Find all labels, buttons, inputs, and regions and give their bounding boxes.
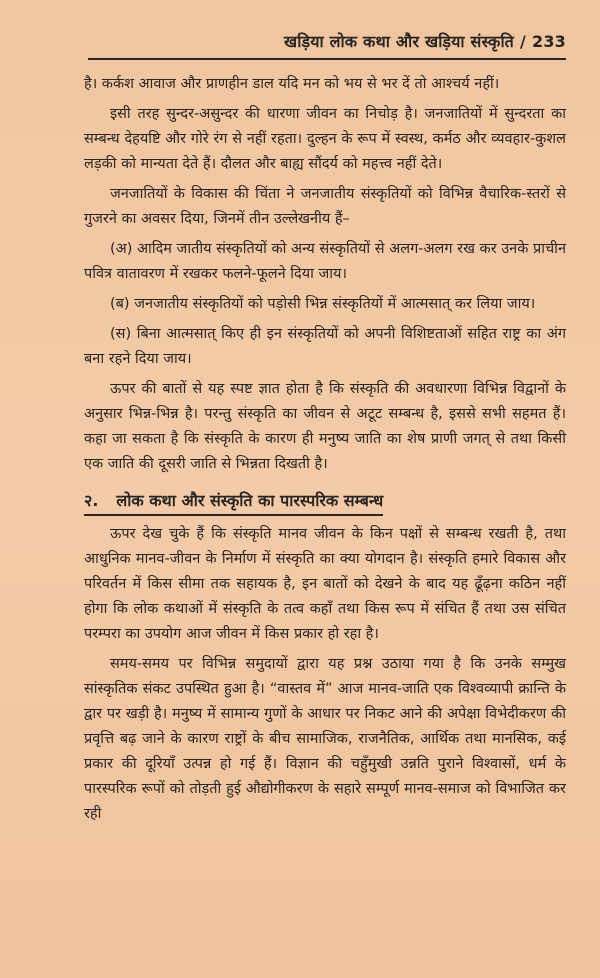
header-title: खड़िया लोक कथा और खड़िया संस्कृति [284, 32, 514, 51]
list-item: (अ) आदिम जातीय संस्कृतियों को अन्य संस्कृतियों से अलग-अलग रख कर उनके प्राचीन पवित्र वातावरण में रखकर फलने-फूलने दिया जाय। [84, 241, 566, 282]
list-item: (स) बिना आत्मसात् किए ही इन संस्कृतियों को अपनी विशिष्टताओं सहित राष्ट्र का अंग बना रहने दिया जाय। [84, 326, 566, 367]
header-separator: / [519, 32, 526, 51]
section-number: २. [84, 491, 99, 510]
paragraph: ऊपर देख चुके हैं कि संस्कृति मानव जीवन के किन पक्षों से सम्बन्ध रखती है, तथा आधुनिक मानव-जीवन के निर्माण में संस्कृति का क्या योगदान है। संस्कृति हमारे विकास और परिवर्तन में किस सीमा तक सहायक है, इन बातों को देखने के बाद यह ढूँढ़ना कठिन नहीं होगा कि लोक कथाओं में संस्कृति के तत्व कहाँ तथा किस रूप में संचित हैं तथा उस संचित परम्परा का उपयोग आज जीवन में किस प्रकार हो रहा है। [84, 526, 566, 642]
paragraph: इसी तरह सुन्दर-असुन्दर की धारणा जीवन का निचोड़ है। जनजातियों में सुन्दरता का सम्बन्ध देहयष्टि और गोरे रंग से नहीं रहता। दुल्हन के रूप में स्वस्थ, कर्मठ और व्यवहार-कुशल लड़की को मान्यता देते हैं। दौलत और बाह्य सौंदर्य को महत्त्व नहीं देते। [84, 106, 566, 172]
section-heading [84, 488, 383, 516]
paragraph: जनजातियों के विकास की चिंता ने जनजातीय संस्कृतियों को विभिन्न वैचारिक-स्तरों से गुजरने का अवसर दिया, जिनमें तीन उल्लेखनीय हैं– [84, 186, 566, 227]
header-rule [88, 58, 566, 60]
running-header [60, 30, 566, 52]
list-item: (ब) जनजातीय संस्कृतियों को पड़ोसी भिन्न संस्कृतियों में आत्मसात् कर लिया जाय। [110, 296, 536, 312]
paragraph: है। कर्कश आवाज और प्राणहीन डाल यदि मन को भय से भर दें तो आश्चर्य नहीं। [84, 76, 500, 92]
paragraph: समय-समय पर विभिन्न समुदायों द्वारा यह प्रश्न उठाया गया है कि उनके सम्मुख सांस्कृतिक संकट उपस्थित हुआ है। “वास्तव में” आज मानव-जाति एक विश्वव्यापी क्रान्ति के द्वार पर खड़ी है। मनुष्य में सामान्य गुणों के आधार पर निकट आने की अपेक्षा विभेदीकरण की प्रवृत्ति बढ़ जाने के कारण राष्ट्रों के बीच सामाजिक, राजनैतिक, आर्थिक तथा मानसिक, कई प्रकार की दूरियाँ उत्पन्न हो गई हैं। विज्ञान की चहुँमुखी उन्नति पुराने विश्वासों, धर्म के पारस्परिक रूपों को तोड़ती हुई औद्योगीकरण के सहारे सम्पूर्ण मानव-समाज को विभाजित कर रही [84, 656, 566, 822]
paragraph: ऊपर की बातों से यह स्पष्ट ज्ञात होता है कि संस्कृति की अवधारणा विभिन्न विद्वानों के अनुसार भिन्न-भिन्न है। परन्तु संस्कृति का जीवन से अटूट सम्बन्ध है, इससे सभी सहमत हैं। कहा जा सकता है कि संस्कृति के कारण ही मनुष्य जाति का शेष प्राणी जगत् से तथा किसी एक जाति की दूसरी जाति से भिन्नता दिखती है। [84, 381, 566, 472]
section-title: लोक कथा और संस्कृति का पारस्परिक सम्बन्ध [116, 491, 384, 510]
page-body [84, 72, 566, 832]
page-number: 233 [532, 32, 566, 51]
